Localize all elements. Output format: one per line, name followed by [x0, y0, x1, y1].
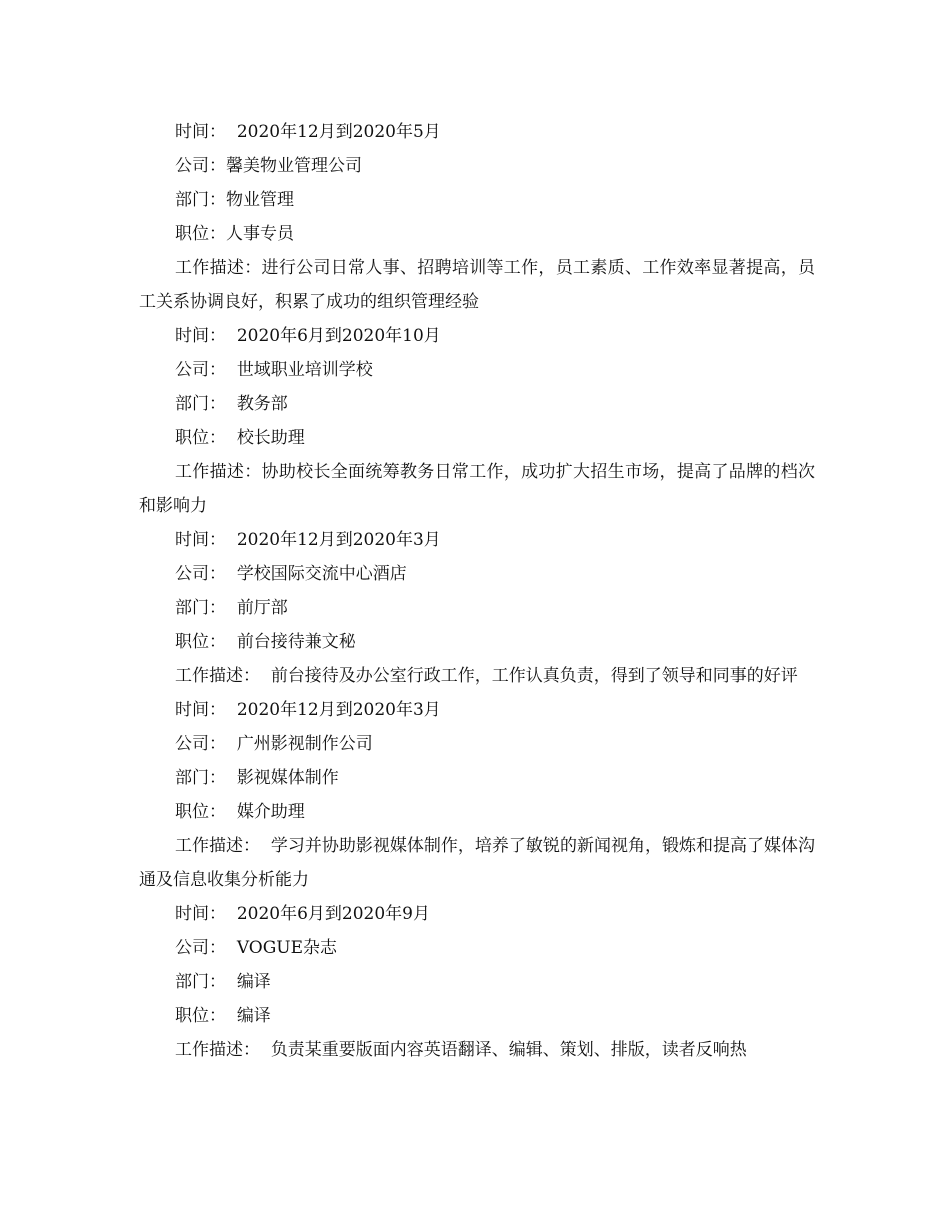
time-value: 2020年6月到2020年9月	[236, 904, 430, 924]
department-label: 部门：	[175, 394, 226, 414]
company-value: 馨美物业管理公司	[226, 156, 362, 176]
department-label: 部门：	[175, 190, 226, 210]
position-line	[139, 217, 815, 251]
description-paragraph	[139, 251, 815, 319]
time-label: 时间：	[175, 122, 226, 142]
department-value: 编译	[236, 972, 271, 992]
description-text: 学习并协助影视媒体制作，培养了敏锐的新闻视角，锻炼和提高了媒体沟通及信息收集分析能力	[139, 836, 816, 890]
description-text: 进行公司日常人事、招聘培训等工作，员工素质、工作效率显著提高，员工关系协调良好，积累了成功的组织管理经验	[139, 258, 816, 312]
company-line	[139, 149, 815, 183]
position-value: 编译	[236, 1006, 271, 1026]
position-value: 人事专员	[226, 224, 294, 244]
department-value: 影视媒体制作	[236, 768, 339, 788]
position-label: 职位：	[175, 802, 226, 822]
time-label: 时间：	[175, 326, 226, 346]
position-line	[139, 625, 815, 659]
department-label: 部门：	[175, 972, 226, 992]
company-line	[139, 557, 815, 591]
time-line	[139, 319, 815, 353]
position-line	[139, 999, 815, 1033]
time-line	[139, 897, 815, 931]
description-label: 工作描述：	[175, 258, 262, 278]
company-value: 世域职业培训学校	[236, 360, 373, 380]
description-paragraph	[139, 455, 815, 523]
company-label: 公司：	[175, 156, 226, 176]
time-line	[139, 523, 815, 557]
company-line	[139, 727, 815, 761]
time-label: 时间：	[175, 700, 226, 720]
time-line	[139, 693, 815, 727]
time-label: 时间：	[175, 530, 226, 550]
description-text: 前台接待及办公室行政工作，工作认真负责，得到了领导和同事的好评	[270, 666, 798, 686]
department-line	[139, 761, 815, 795]
company-label: 公司：	[175, 564, 226, 584]
company-label: 公司：	[175, 938, 226, 958]
work-experience-list	[139, 115, 815, 1067]
description-text: 负责某重要版面内容英语翻译、编辑、策划、排版，读者反响热	[270, 1040, 747, 1060]
department-label: 部门：	[175, 768, 226, 788]
department-value: 前厅部	[236, 598, 288, 618]
description-label: 工作描述：	[175, 836, 261, 856]
department-line	[139, 591, 815, 625]
description-paragraph	[139, 829, 815, 897]
description-label: 工作描述：	[175, 666, 260, 686]
position-line	[139, 421, 815, 455]
description-label: 工作描述：	[175, 1040, 260, 1060]
department-line	[139, 183, 815, 217]
position-value: 前台接待兼文秘	[236, 632, 356, 652]
company-value: VOGUE杂志	[236, 938, 338, 958]
position-label: 职位：	[175, 428, 226, 448]
company-value: 广州影视制作公司	[236, 734, 373, 754]
position-label: 职位：	[175, 224, 226, 244]
department-line	[139, 965, 815, 999]
department-label: 部门：	[175, 598, 226, 618]
company-line	[139, 353, 815, 387]
time-value: 2020年6月到2020年10月	[236, 326, 441, 346]
description-paragraph	[139, 659, 815, 693]
company-label: 公司：	[175, 360, 226, 380]
department-value: 教务部	[236, 394, 288, 414]
time-value: 2020年12月到2020年5月	[236, 122, 441, 142]
time-label: 时间：	[175, 904, 226, 924]
description-label: 工作描述：	[175, 462, 262, 482]
department-value: 物业管理	[226, 190, 294, 210]
position-line	[139, 795, 815, 829]
position-label: 职位：	[175, 1006, 226, 1026]
company-label: 公司：	[175, 734, 226, 754]
position-value: 校长助理	[236, 428, 305, 448]
time-value: 2020年12月到2020年3月	[236, 700, 441, 720]
description-paragraph	[139, 1033, 815, 1067]
time-value: 2020年12月到2020年3月	[236, 530, 441, 550]
time-line	[139, 115, 815, 149]
description-text: 协助校长全面统筹教务日常工作，成功扩大招生市场，提高了品牌的档次和影响力	[139, 462, 816, 516]
position-value: 媒介助理	[236, 802, 305, 822]
company-value: 学校国际交流中心酒店	[236, 564, 407, 584]
department-line	[139, 387, 815, 421]
position-label: 职位：	[175, 632, 226, 652]
company-line	[139, 931, 815, 965]
